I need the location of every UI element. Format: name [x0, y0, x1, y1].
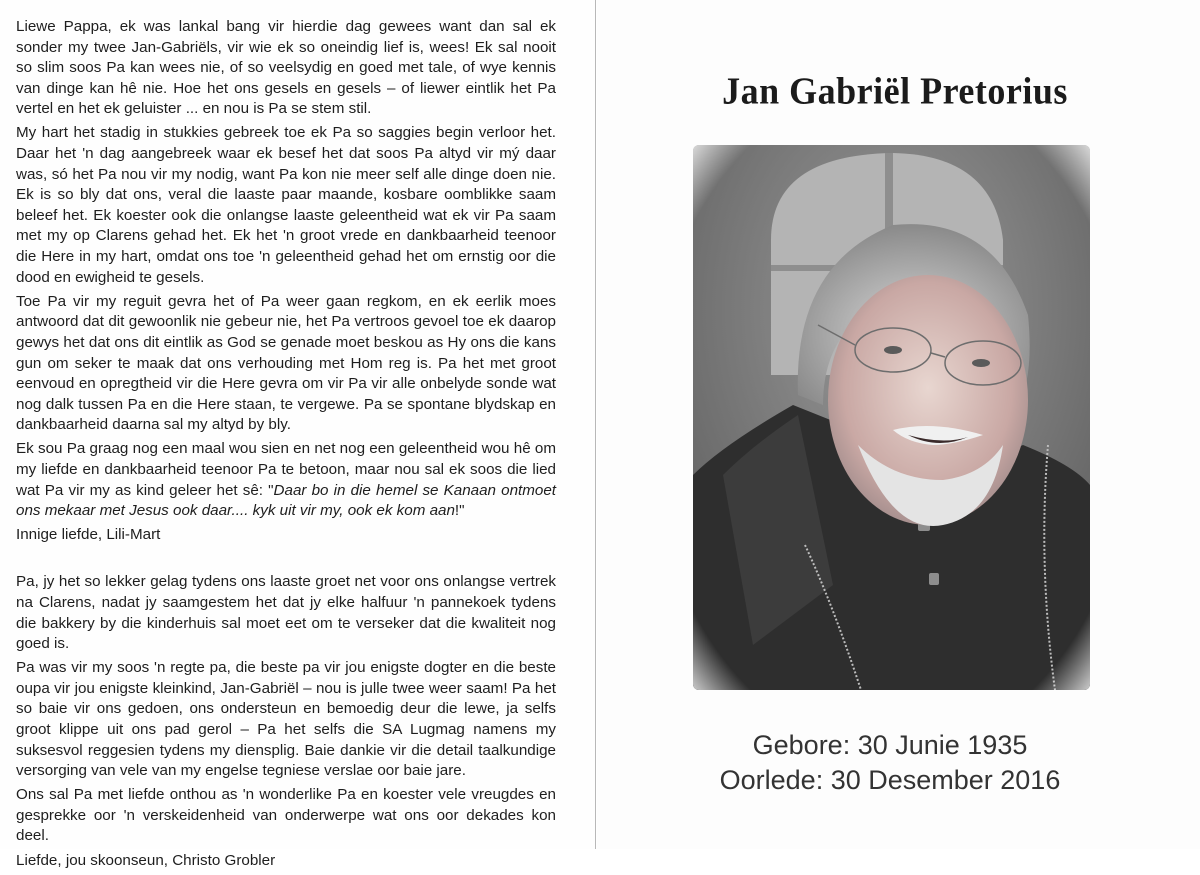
tribute-paragraph: Liewe Pappa, ek was lankal bang vir hierdie dag gewees want dan sal ek sonder my twee Jan-Gabriëls, vir wie ek so oneindig lief is, wees! Ek sal nooit so slim soos Pa kan wees nie, of so veelsydig en goed met tale, of wye kennis van dinge kan hê nie. Hoe het ons gesels en gesels – of liewer eintlik het Pa vertel en het ek geluister ... en nou is Pa se stem stil. [16, 18, 556, 118]
tribute-paragraph-with-quote [16, 439, 556, 521]
tribute-christo-grobler [16, 572, 556, 871]
tribute-paragraph: Pa was vir my soos 'n regte pa, die beste pa vir jou enigste dogter en die beste oupa vir jou enigste kleinkind, Jan-Gabriël – nou is julle twee weer saam! Pa het so baie vir ons gedoen, ons ondersteun en bemoedig deur die lewe, ja selfs groot klippe uit ons pad gerol – Pa het selfs die SA Lugmag namens my suksesvol reggesien tydens my diensplig. Baie dankie vir die detail taalkundige versorging van vele van my engelse tegniese verslae oor baie jare. [16, 659, 556, 780]
tribute-lili-mart [16, 17, 556, 546]
life-dates [640, 728, 1140, 798]
tributes-column [16, 17, 556, 875]
paragraph-text: !" [454, 502, 465, 520]
tribute-paragraph: Pa, jy het so lekker gelag tydens ons laaste groet net voor ons onlangse vertrek na Clarens, nadat jy saamgestem het dat jy elke halfuur 'n pannekoek tydens die bakkery by die kinderhuis sal moet eet om te verseker dat die kwaliteit nog goed is. [16, 573, 556, 653]
page-fold-line [595, 0, 596, 849]
song-quote: Daar bo in die hemel se Kanaan ontmoet ons mekaar met Jesus ook daar.... kyk uit vir my, ook ek kom aan [16, 481, 556, 520]
tribute-paragraph: Ons sal Pa met liefde onthou as 'n wonderlike Pa en koester vele vreugdes en gesprekke oor 'n verskeidenheid van onderwerpe wat ons oor dekades kon deel. [16, 786, 556, 845]
tribute-spacer [16, 549, 556, 572]
deceased-name-title: Jan Gabriël Pretorius [722, 70, 1068, 112]
birth-date: Gebore: 30 Junie 1935 [752, 730, 1028, 760]
death-date: Oorlede: 30 Desember 2016 [719, 765, 1061, 795]
tribute-signature: Innige liefde, Lili-Mart [16, 526, 161, 544]
tribute-paragraph: Toe Pa vir my reguit gevra het of Pa weer gaan regkom, en ek eerlik moes antwoord dat dit gewoonlik nie gebeur nie, het Pa vertroos gevoel toe ek daarop gewys het dat ons dit eintlik as God se genade moet beskou as Hy ons die kans gun om seker te maak dat ons verhouding met Hom reg is. Pa het met groot eenvoud en opregtheid vir die Here gevra om vir Pa vir alle onbelyde sonde wat nog dalk tussen Pa en die Here staan, te vergewe. Pa se spontane blydskap en dankbaarheid daarna sal my altyd by bly. [16, 292, 556, 434]
portrait-photo [693, 145, 1090, 690]
tribute-paragraph: My hart het stadig in stukkies gebreek toe ek Pa so saggies begin verloor het. Daar het 'n dag aangebreek waar ek besef het dat soos Pa altyd vir mý daar was, só het Pa nou vir my nodig, want Pa kon nie meer self alle dinge doen nie. Ek is so bly dat ons, veral die laaste paar maande, kosbare oomblikke saam beleef het. Ek koester ook die onlangse laaste geleentheid wat ek vir Pa saam met my op Clarens gehad het. Ek het 'n groot vrede en dankbaarheid teenoor die Here in my hart, omdat ons toe 'n geleentheid gehad het om ernstig oor die dood en ewigheid te gesels. [16, 124, 556, 286]
tribute-signature: Liefde, jou skoonseun, Christo Grobler [16, 851, 276, 869]
paragraph-text: Ek sou Pa graag nog een maal wou sien en net nog een geleentheid wou hê om my liefde en dankbaarheid teenoor Pa te betoon, maar nou sal ek soos die lied wat Pa vir my as kind geleer het sê: " [16, 440, 556, 499]
